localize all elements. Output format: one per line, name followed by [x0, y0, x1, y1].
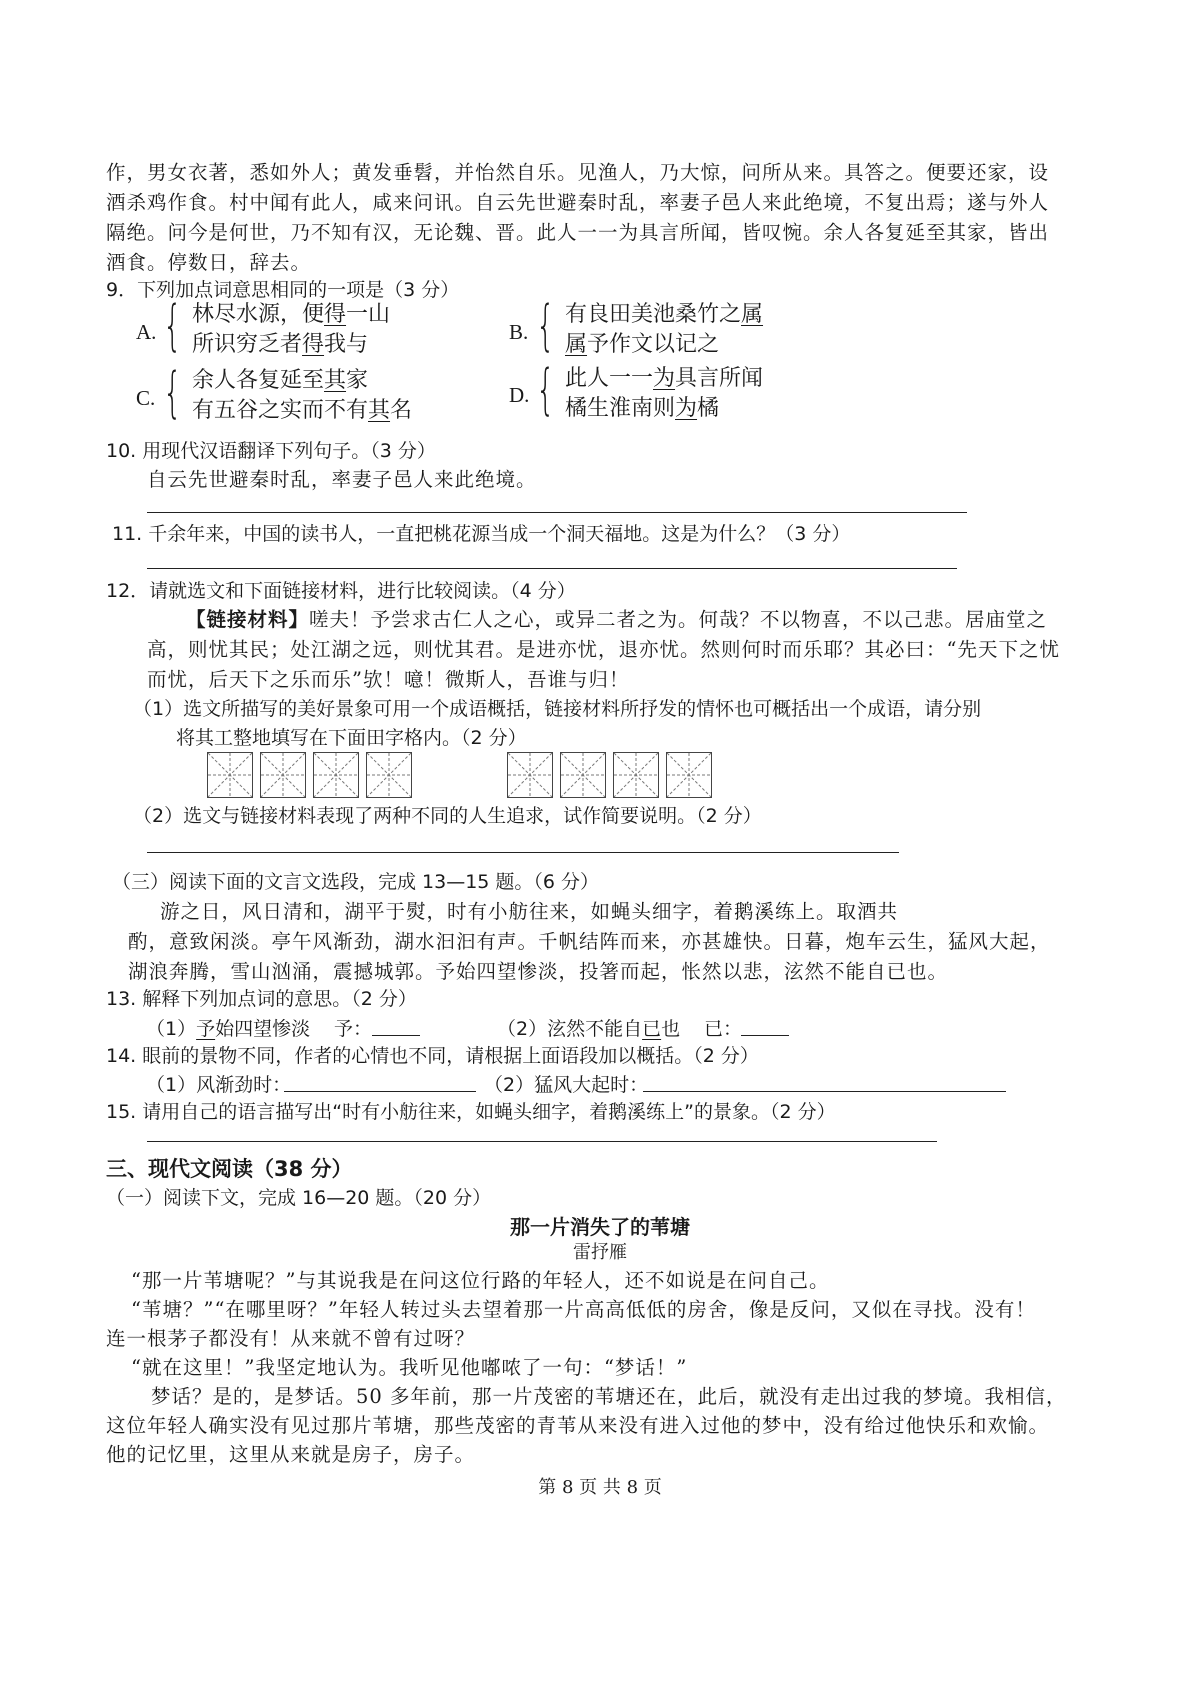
- answer-line-10[interactable]: [147, 512, 967, 513]
- passage-line: 作，男女衣著，悉如外人；黄发垂髫，并怡然自乐。见渔人，乃大惊，问所从来。具答之。便要还家，设: [106, 161, 1050, 184]
- tianzi-cell[interactable]: [666, 752, 712, 798]
- tianzi-cell[interactable]: [613, 752, 659, 798]
- brace-icon: {: [536, 358, 555, 421]
- link-material-line: 而忧，后天下之乐而乐”欤！噫！微斯人，吾谁与归！: [147, 668, 630, 691]
- article-title: 那一片消失了的苇塘: [510, 1215, 690, 1239]
- passage-line: 酒食。停数日，辞去。: [106, 251, 312, 274]
- option-letter: A.: [136, 320, 157, 344]
- option-line: 属予作文以记之: [565, 332, 720, 357]
- brace-icon: {: [536, 294, 555, 357]
- tianzi-cell[interactable]: [560, 752, 606, 798]
- tianzi-grid-left: [207, 752, 412, 798]
- question-13-label-2: 已：: [704, 1018, 743, 1040]
- option-line: 此人一一为具言所闻: [565, 366, 764, 391]
- link-material-line: 高，则忧其民；处江湖之远，则忧其君。是进亦忧，退亦忧。然则何时而乐耶？其必曰：“先天下之忧: [147, 638, 1060, 661]
- section-heading: 三、现代文阅读（38 分）: [106, 1157, 353, 1181]
- question-15-stem: 15. 请用自己的语言描写出“时有小舫往来，如蝇头细字，着鹅溪练上”的景象。（2 分）: [106, 1101, 836, 1123]
- option-line: 所识穷乏者得我与: [192, 332, 369, 357]
- option-line: 林尽水源，便得一山: [192, 302, 391, 327]
- question-12-sub2: （2）选文与链接材料表现了两种不同的人生追求，试作简要说明。（2 分）: [133, 805, 762, 827]
- article-paragraph: “就在这里！”我坚定地认为。我听见他嘟哝了一句：“梦话！”: [131, 1356, 688, 1379]
- tianzi-cell[interactable]: [313, 752, 359, 798]
- article-paragraph: “苇塘？”“在哪里呀？”年轻人转过头去望着那一片高高低低的房舍，像是反问，又似在寻找。没有！: [131, 1298, 1036, 1321]
- tianzi-cell[interactable]: [366, 752, 412, 798]
- answer-blank-14-1[interactable]: [284, 1091, 476, 1092]
- question-13-label-1: 予：: [334, 1018, 373, 1040]
- question-9-stem: 9．下列加点词意思相同的一项是（3 分）: [106, 279, 460, 301]
- option-letter: C.: [136, 386, 156, 410]
- tianzi-cell[interactable]: [260, 752, 306, 798]
- option-line: 有良田美池桑竹之属: [565, 302, 764, 327]
- classical-passage-line: 酌，意致闲淡。亭午风渐劲，湖水汩汩有声。千帆结阵而来，亦甚雄快。日暮，炮车云生，猛风大起，: [128, 930, 1051, 953]
- question-14-item-1: （1）风渐劲时：: [146, 1074, 292, 1096]
- marked-word: 予: [196, 1018, 216, 1040]
- question-11-stem: 11. 千余年来，中国的读书人，一直把桃花源当成一个洞天福地。这是为什么？（3 分）: [112, 523, 851, 545]
- tianzi-grid-right: [507, 752, 712, 798]
- article-paragraph: 梦话？是的，是梦话。50 多年前，那一片茂密的苇塘还在，此后，就没有走出过我的梦境。我相信，: [151, 1385, 1067, 1408]
- marked-word: 属: [741, 302, 764, 327]
- brace-icon: {: [163, 294, 182, 357]
- article-paragraph: 连一根茅子都没有！从来就不曾有过呀？: [106, 1327, 476, 1350]
- answer-line-15[interactable]: [147, 1141, 937, 1142]
- tianzi-cell[interactable]: [207, 752, 253, 798]
- answer-blank-14-2[interactable]: [643, 1091, 1006, 1092]
- answer-blank-13-2[interactable]: [741, 1035, 789, 1036]
- answer-line-11[interactable]: [147, 568, 957, 569]
- option-line: 余人各复延至其家: [192, 368, 369, 393]
- marked-word: 属: [565, 332, 588, 357]
- option-line: 有五谷之实而不有其名: [192, 398, 413, 423]
- marked-word: 得: [302, 332, 325, 357]
- classical-passage-line: 湖浪奔腾，雪山汹涌，震撼城郭。予始四望惨淡，投箸而起，怅然以悲，泫然不能自已也。: [128, 960, 949, 983]
- question-12-sub1: （1）选文所描写的美好景象可用一个成语概括，链接材料所抒发的情怀也可概括出一个成语，请分别: [133, 698, 982, 720]
- link-label: 【链接材料】: [186, 608, 310, 631]
- tianzi-cell[interactable]: [507, 752, 553, 798]
- page-footer: 第 8 页 共 8 页: [538, 1477, 662, 1498]
- option-letter: B.: [509, 320, 529, 344]
- article-paragraph: “那一片苇塘呢？”与其说我是在问这位行路的年轻人，还不如说是在问自己。: [131, 1269, 830, 1292]
- brace-icon: {: [163, 361, 182, 424]
- question-14-stem: 14. 眼前的景物不同，作者的心情也不同，请根据上面语段加以概括。（2 分）: [106, 1045, 759, 1067]
- article-author: 雷抒雁: [573, 1242, 627, 1263]
- question-10-sentence: 自云先世避秦时乱，率妻子邑人来此绝境。: [147, 468, 537, 491]
- marked-word: 其: [368, 398, 391, 423]
- article-paragraph: 这位年轻人确实没有见过那片苇塘，那些茂密的青苇从来没有进入过他的梦中，没有给过他快乐和欢愉。: [106, 1414, 1050, 1437]
- marked-word: 得: [324, 302, 347, 327]
- answer-blank-13-1[interactable]: [372, 1035, 420, 1036]
- marked-word: 为: [653, 366, 676, 391]
- passage-line: 酒杀鸡作食。村中闻有此人，咸来问讯。自云先世避秦时乱，率妻子邑人来此绝境，不复出焉；遂与外人: [106, 191, 1050, 214]
- link-material-line: 【链接材料】嗟夫！予尝求古仁人之心，或异二者之为。何哉？不以物喜，不以己悲。居庙堂之: [186, 608, 1048, 631]
- section-sub: （一）阅读下文，完成 16—20 题。（20 分）: [106, 1187, 492, 1209]
- marked-word: 为: [675, 396, 698, 421]
- question-13-item-1: （1）予始四望惨淡: [146, 1018, 311, 1040]
- answer-line-12[interactable]: [147, 852, 899, 853]
- question-12-stem: 12．请就选文和下面链接材料，进行比较阅读。（4 分）: [106, 580, 576, 602]
- marked-word: 其: [324, 368, 347, 393]
- question-12-sub1-cont: 将其工整地填写在下面田字格内。（2 分）: [176, 727, 527, 749]
- marked-word: 已: [642, 1018, 662, 1040]
- article-paragraph: 他的记忆里，这里从来就是房子，房子。: [106, 1443, 476, 1466]
- question-13-stem: 13. 解释下列加点词的意思。（2 分）: [106, 988, 417, 1010]
- part-3-stem: （三）阅读下面的文言文选段，完成 13—15 题。（6 分）: [112, 871, 600, 893]
- classical-passage-line: 游之日，风日清和，湖平于熨，时有小舫往来，如蝇头细字，着鹅溪练上。取酒共: [160, 900, 899, 923]
- option-letter: D.: [509, 383, 530, 407]
- passage-line: 隔绝。问今是何世，乃不知有汉，无论魏、晋。此人一一为具言所闻，皆叹惋。余人各复延至其家，皆出: [106, 221, 1050, 244]
- option-line: 橘生淮南则为橘: [565, 396, 720, 421]
- question-14-item-2: （2）猛风大起时：: [484, 1074, 649, 1096]
- question-10-stem: 10. 用现代汉语翻译下列句子。（3 分）: [106, 440, 436, 462]
- question-13-item-2: （2）泫然不能自已也: [497, 1018, 681, 1040]
